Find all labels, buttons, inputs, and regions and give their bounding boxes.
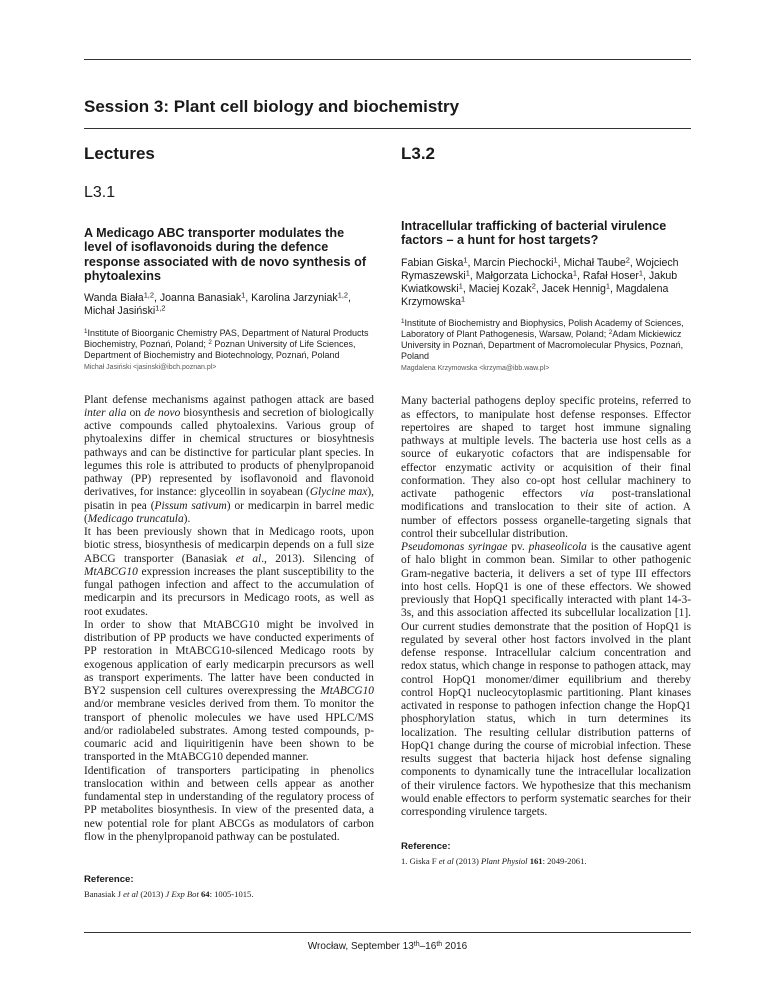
affiliations: $^1$Institute of Bioorganic Chemistry PAS, Department of Natural Products Biochemistry, Poznań, Poland; $^2$ Poznan University of Life Sciences, Department of Biochemistry and Biotechnology, Poznań, Poland: [84, 327, 369, 360]
top-rule: [84, 59, 691, 60]
reference-heading: Reference:: [401, 841, 451, 853]
reference-heading: Reference:: [84, 874, 134, 886]
abstract-code-heading: L3.2: [401, 144, 436, 163]
paragraph: Plant defense mechanisms against pathogen attack are based inter alia on de novo biosynthesis and secretion of biologically active compounds called phytoalexins. Various group of phytoalexins differ in chemical structures or biosyhtnesis pathways and can be distinctive for particular plant species. In legumes this role is attributed to products of phenylpropanoid pathway (PP) represented by isoflavonoid and flavonoid derivatives, for instance: glyceollin in soyabean (Glycine max), pisatin in pea (Pissum sativum) or medicarpin in barrel medic (Medicago truncatula).: [84, 393, 374, 525]
contact-email: Magdalena Krzymowska <krzyma@ibb.waw.pl>: [401, 365, 550, 373]
title-rule: [84, 128, 691, 129]
section-heading-lectures: Lectures: [84, 144, 155, 163]
paragraph: Many bacterial pathogens deploy specific proteins, referred to as effectors, to manipulate host defense responses. Effector repertoires are shaped to target host immune signaling pathways at multiple levels. The bacteria use host cells as a source of eukaryotic cofactors that are indispensable for effector enzymatic activity or acquisition of their final conformation. They also co-opt host cellular machinery to activate pathogenic effectors via post-translational modifications and translocation to their site of action. A number of effectors possess organelle-targeting signals that control their subcellular distribution.: [401, 395, 691, 540]
footer-rule: [84, 932, 691, 933]
author-list: Fabian Giska$^1$, Marcin Piechocki$^1$, Michał Taube$^2$, Wojciech Rymaszewski$^1$, Małgorzata Lichocka$^1$, Rafał Hoser$^1$, Jakub Kwiatkowski$^1$, Maciej Kozak$^2$, Jacek Hennig$^1$, Magdalena Krzymowska$^1$: [401, 255, 679, 309]
affiliations: $^1$Institute of Biochemistry and Biophysics, Polish Academy of Sciences, Laboratory of Plant Pathogenesis, Warsaw, Poland; $^2$Adam Mickiewicz University in Poznań, Department of Macromolecular Physics, Poznań, Poland: [401, 318, 684, 362]
paragraph: Pseudomonas syringae pv. phaseolicola is the causative agent of halo blight in common bean. Similar to other pathogenic Gram-negative bacteria, it delivers a set of type III effectors into host cells. HopQ1 is one of these effectors. We showed previously that HopQ1 specifically interacted with plant 14-3-3s, and this association affected its subcellular localization [1]. Our current studies demonstrate that the position of HopQ1 is regulated by several other host factors involved in the plant defense response. Intracellular calcium concentration and redox status, which change in response to pathogen attack, may control HopQ1 monomer/dimer equilibrium and thereby control HopQ1 nucleocytoplasmic partitioning. Plant kinases activated in response to pathogen infection change the HopQ1 phosphorylation status, which in turn determines its localization. The resulting cellular distribution patterns of HopQ1 change during the course of microbial infection. These results suggest that bacteria hijack host defense signaling components to dynamically tune the intracellular localization of their virulence factors. We hypothesize that this mechanism would enable effectors to perform systematic searches for their corresponding virulence targets.: [401, 541, 691, 819]
abstract-title: A Medicago ABC transporter modulates the level of isoflavonoids during the defence response associated with de novo synthesis of phytoalexins: [84, 226, 367, 283]
paragraph: It has been previously shown that in Medicago roots, upon biotic stress, biosynthesis of medicarpin depends on a full size ABCG transporter (Banasiak et al., 2013). Silencing of MtABCG10 expression increases the plant susceptibility to the fungal pathogen infection and affect to the accumulation of medicarpin and its precursors in Medicago roots, as well as root exudates.: [84, 526, 374, 618]
reference-entry: Banasiak J et al (2013) J Exp Bot 64: 1005-1015.: [84, 889, 254, 900]
reference-entry: 1. Giska F et al (2013) Plant Physiol 161: 2049-2061.: [401, 856, 587, 867]
session-title: Session 3: Plant cell biology and biochemistry: [84, 97, 460, 116]
abstract-code: L3.1: [84, 184, 116, 201]
paragraph: Identification of transporters participating in phenolics translocation within and between cells appear as another fundamental step in understanding of the regulatory process of PP metabolites biosynthesis. In view of the presented data, a new potential role for plant ABCGs as modulators of carbon flow in the phenylpropanoid pathway can be postulated.: [84, 764, 374, 843]
page-footer: Wrocław, September 13th–16th 2016: [307, 940, 468, 952]
right-column: [401, 144, 691, 866]
abstract-body: [401, 395, 691, 819]
paragraph: In order to show that MtABCG10 might be involved in distribution of PP products we have conducted experiments of PP restoration in MtABCG10-silenced Medicago roots by exogenous application of early medicarpin precursors as well as transport experiments. The latter have been conducted in BY2 suspension cell cultures overexpressing the MtABCG10 and/or membrane vesicles derived from them. To monitor the transport of phenolic molecules we have used HPLC/MS and/or radiolabeled substrates. Among tested compounds, p-coumaric acid and liquiritigenin have been shown to be transported in the MtABCG10 depended manner.: [84, 618, 374, 764]
contact-email: Michał Jasiński <jasinski@ibch.poznan.pl>: [84, 363, 217, 371]
abstract-title: Intracellular trafficking of bacterial virulence factors – a hunt for host targets?: [401, 219, 667, 248]
abstract-body: [84, 394, 374, 845]
author-list: Wanda Biała$^{1,2}$, Joanna Banasiak$^1$, Karolina Jarzyniak$^{1,2}$, Michał Jasiński$^{1,2}$: [84, 290, 351, 318]
left-column: [84, 144, 374, 899]
